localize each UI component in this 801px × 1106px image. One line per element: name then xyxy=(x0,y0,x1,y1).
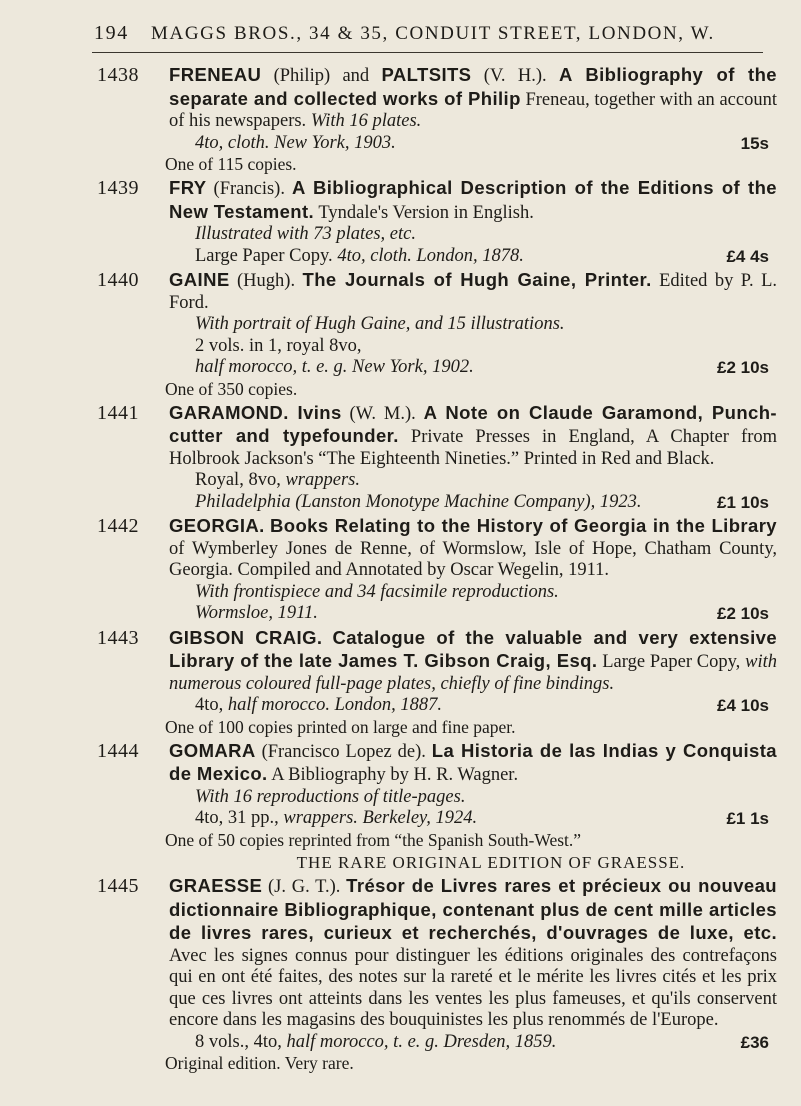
entry-author: GIBSON CRAIG. xyxy=(169,626,323,648)
entry-price: 15s xyxy=(740,133,769,153)
entry-imprint: wrappers. Berkeley, 1924. xyxy=(283,808,478,828)
entry-list xyxy=(97,64,777,1076)
entry-number: 1442 xyxy=(97,515,139,537)
entry-price: £36 xyxy=(740,1032,769,1052)
entry-imprint: Philadelphia (Lanston Monotype Machine Company), 1923. xyxy=(195,491,642,512)
entry-format: Large Paper Copy. xyxy=(195,245,333,266)
entry-title-detail: Tyndale's Version in English. xyxy=(314,202,534,223)
entry-note: One of 50 copies reprinted from “the Spanish South-West.” xyxy=(165,829,582,850)
entry-title: A Bibliography of the separate and collected works of Philip xyxy=(169,64,777,109)
entry-author: GOMARA xyxy=(169,739,256,761)
catalogue-entry xyxy=(97,740,777,874)
entry-title: The Journals of Hugh Gaine, Printer. xyxy=(302,269,652,290)
entry-binding: wrappers. xyxy=(285,470,360,490)
entry-format: 8 vols., 4to, xyxy=(195,1031,282,1052)
entry-illustrations: With portrait of Hugh Gaine, and 15 illustrations. xyxy=(195,314,565,334)
catalogue-entry xyxy=(97,177,777,267)
entry-title: La Historia de las Indias y Conquista de Mexico. xyxy=(169,739,777,784)
entry-note: One of 350 copies. xyxy=(165,378,298,399)
entry-imprint: half morocco, t. e. g. Dresden, 1859. xyxy=(286,1031,557,1052)
entry-note: One of 115 copies. xyxy=(165,154,297,174)
entry-imprint: 4to, cloth. New York, 1903. xyxy=(195,132,396,153)
entry-price: £4 4s xyxy=(726,246,769,266)
entry-author: FRENEAU xyxy=(169,64,262,85)
entry-author: GRAESSE xyxy=(169,875,263,896)
catalogue-entry xyxy=(97,875,777,1074)
running-head xyxy=(94,22,761,45)
entry-author: GEORGIA. xyxy=(169,515,265,536)
entry-number: 1438 xyxy=(97,64,139,86)
catalogue-entry xyxy=(97,402,777,514)
entry-illustrations: Illustrated with 73 plates, etc. xyxy=(195,224,416,244)
entry-number: 1445 xyxy=(97,875,139,897)
entry-illustrations: With 16 plates. xyxy=(310,111,422,131)
entry-number: 1440 xyxy=(97,269,139,291)
entry-imprint: 4to, cloth. London, 1878. xyxy=(337,245,524,266)
entry-format: Royal, 8vo, xyxy=(195,470,281,490)
entry-author-detail: (J. G. T.). xyxy=(262,877,341,897)
entry-number: 1444 xyxy=(97,739,139,762)
entry-author-2: PALTSITS xyxy=(381,64,472,85)
section-subheading: THE RARE ORIGINAL EDITION OF GRAESSE. xyxy=(296,852,686,872)
entry-imprint: half morocco, t. e. g. New York, 1902. xyxy=(195,357,474,377)
entry-note: One of 100 copies printed on large and fine paper. xyxy=(165,716,516,737)
entry-imprint: half morocco. London, 1887. xyxy=(227,695,443,715)
entry-author-2-detail: (V. H.). xyxy=(471,66,547,86)
entry-title: A Bibliographical Description of the Editions of the New Testament. xyxy=(169,177,777,222)
entry-price: £4 10s xyxy=(717,696,769,715)
entry-author-detail: (Francisco Lopez de). xyxy=(255,741,426,762)
entry-title-detail: Large Paper Copy, xyxy=(597,652,741,672)
entry-author: GARAMOND. xyxy=(169,401,289,423)
entry-format: 2 vols. in 1, royal 8vo, xyxy=(195,335,362,356)
entry-imprint: Wormsloe, 1911. xyxy=(195,603,318,623)
entry-author-detail: (Hugh). xyxy=(229,271,296,291)
catalogue-entry xyxy=(97,64,777,175)
entry-title-detail: Avec les signes connus pour distinguer les éditions originales des contrefaçons qui en ont été faites, des notes sur la rareté et le mérite les livres cités et les prix que ces livres ont atteints dans les ventes les plus fameuses, et qu'ils conservent encore dans les magasins des bouquinistes les plus renommés de l'Europe. xyxy=(169,945,777,1030)
entry-note: Original edition. Very rare. xyxy=(165,1053,354,1073)
entry-author-detail: (Francis). xyxy=(206,179,285,199)
entry-price: £2 10s xyxy=(717,358,769,377)
catalogue-entry xyxy=(97,627,777,738)
entry-title: A Note on Claude Garamond, Punch-cutter and typefounder. xyxy=(169,401,777,446)
header-rule xyxy=(92,52,763,53)
entry-title-detail: Private Presses in England, A Chapter from Holbrook Jackson's “The Eighteenth Nineties.” Printed in Red and Black. xyxy=(169,427,778,469)
entry-format: 4to, 31 pp., xyxy=(195,808,279,828)
entry-format: 4to, xyxy=(195,695,224,715)
page-number: 194 xyxy=(94,22,129,44)
publisher-address: MAGGS BROS., 34 & 35, CONDUIT STREET, LONDON, W. xyxy=(151,23,715,44)
entry-price: £1 10s xyxy=(717,492,769,512)
entry-number: 1443 xyxy=(97,626,139,649)
entry-number: 1441 xyxy=(97,401,139,424)
entry-illustrations: with numerous coloured full-page plates, chiefly of fine bindings. xyxy=(169,652,777,694)
entry-title-detail: Edited by P. L. Ford. xyxy=(169,271,777,313)
entry-illustrations: With 16 reproductions of title-pages. xyxy=(195,786,466,807)
entry-title-detail: A Bibliography by H. R. Wagner. xyxy=(267,765,519,785)
entry-illustrations: With frontispiece and 34 facsimile reproductions. xyxy=(195,581,559,602)
entry-author-detail: (Philip) and xyxy=(261,66,382,86)
entry-title: Books Relating to the History of Georgia in the Library xyxy=(270,515,777,536)
catalogue-entry xyxy=(97,269,777,400)
entry-author: GAINE xyxy=(169,269,230,290)
entry-author-detail: Ivins xyxy=(288,401,342,423)
entry-price: £1 1s xyxy=(726,809,769,828)
entry-title-detail: of Wymberley Jones de Renne, of Wormslow, Isle of Hope, Chatham County, Georgia. Compiled and Annotated by Oscar Wegelin, 1911. xyxy=(169,538,777,580)
entry-author-initials: (W. M.). xyxy=(341,403,416,424)
entry-price: £2 10s xyxy=(717,604,769,623)
entry-number: 1439 xyxy=(97,177,139,199)
catalogue-entry xyxy=(97,515,777,625)
entry-title: Catalogue of the valuable and very extensive Library of the late James T. Gibson Craig, Esq. xyxy=(169,626,778,671)
entry-title-detail: Freneau, together with an account of his newspapers. xyxy=(169,89,777,131)
entry-author: FRY xyxy=(169,177,207,198)
entry-title: Trésor de Livres rares et précieux ou nouveau dictionnaire Bibliographique, contenant plus de cent mille articles de livres rares, curieux et recherchés, d'ouvrages de luxe, etc. xyxy=(169,875,777,943)
